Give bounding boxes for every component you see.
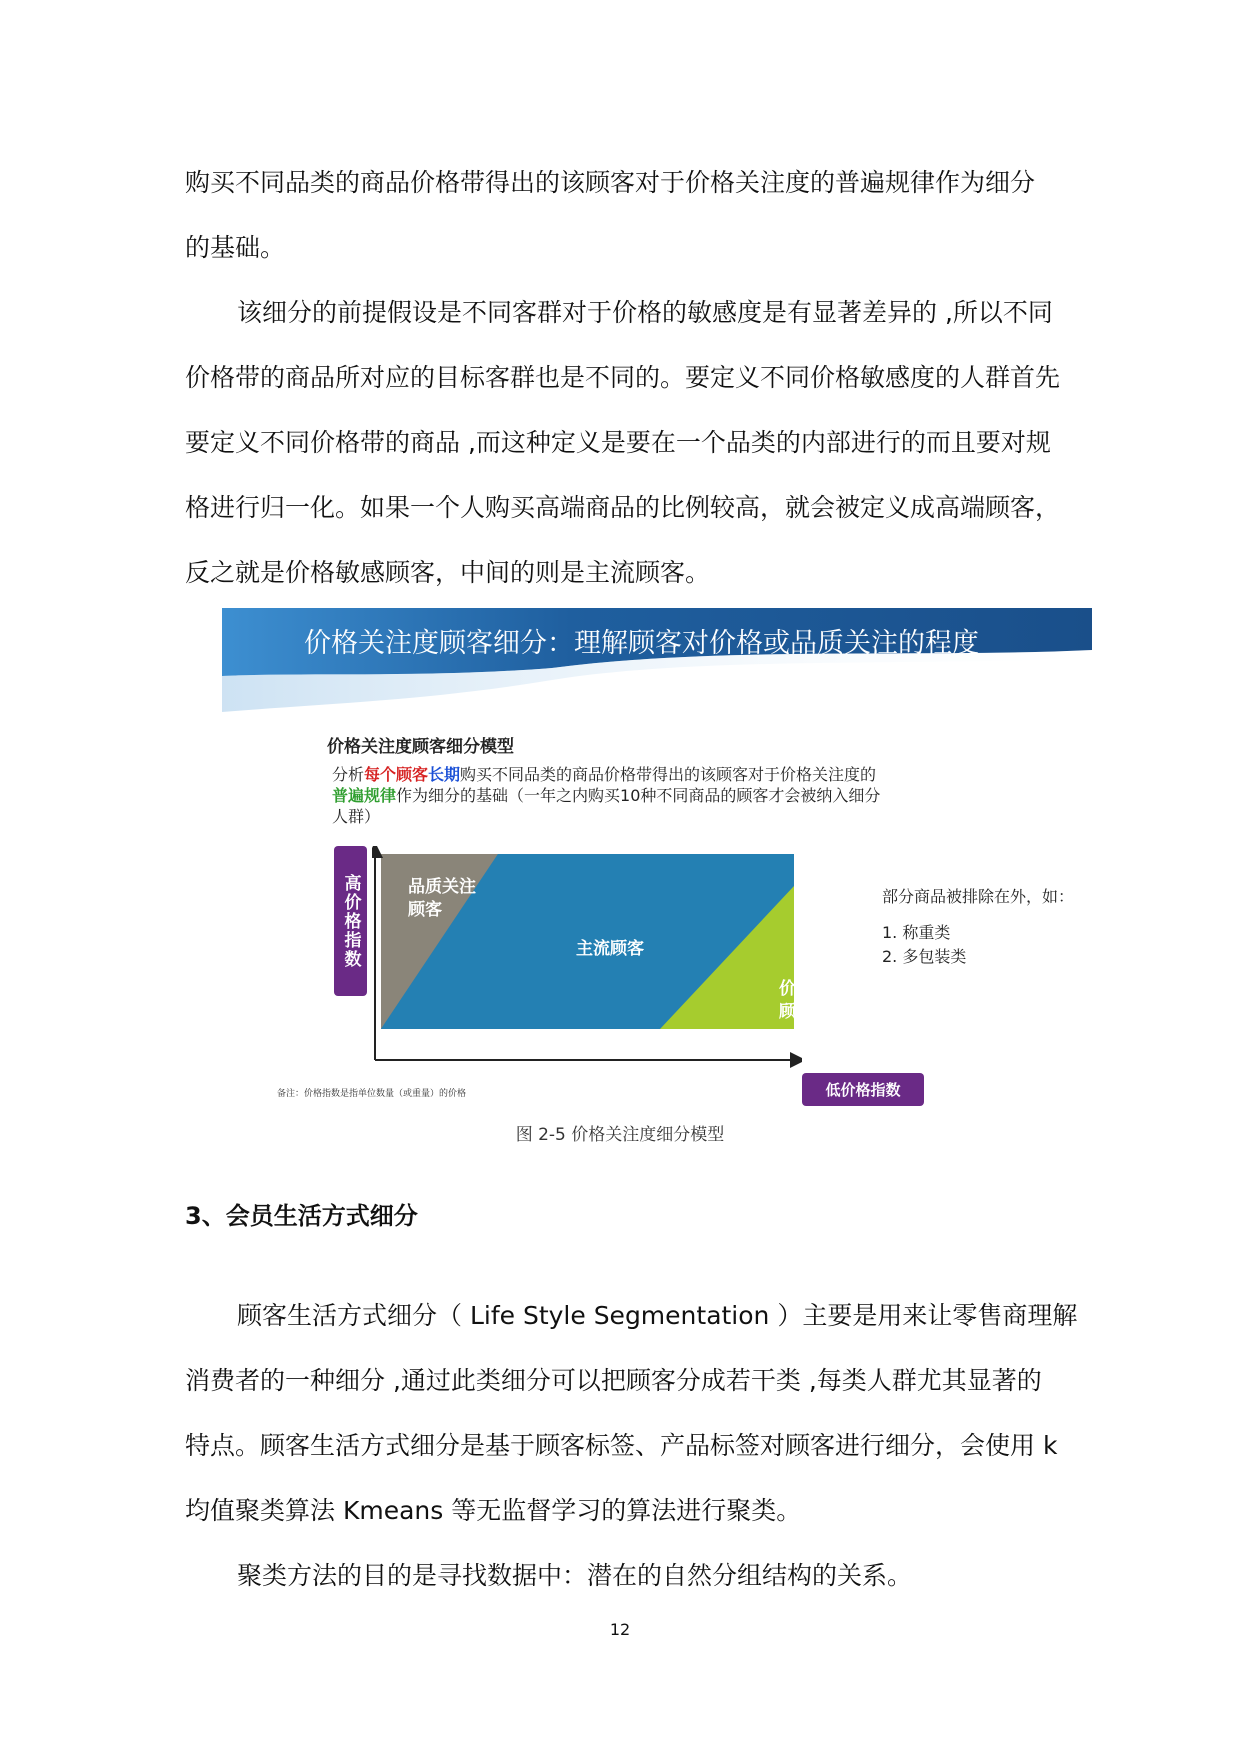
- banner-title: 价格关注度顾客细分：理解顾客对价格或品质关注的程度: [304, 628, 979, 659]
- text-line: 价格带的商品所对应的目标客群也是不同的。要定义不同价格敏感度的人群首先: [185, 363, 1061, 392]
- text-line: 反之就是价格敏感顾客，中间的则是主流顾客。: [185, 558, 711, 587]
- mainstream-region-label: 主流顾客: [576, 939, 644, 959]
- text-line: 要定义不同价格带的商品 ,而这种定义是要在一个品类的内部进行的而且要对规: [185, 428, 1051, 457]
- region-label-line: 品质关注: [408, 877, 476, 897]
- x-axis-label: 低价格指数: [802, 1073, 924, 1106]
- desc-text: 作为细分的基础（一年之内购买10种不同商品的顾客才会被纳入细分人群）: [332, 786, 881, 826]
- section-heading: 3、会员生活方式细分: [185, 1202, 418, 1230]
- text-line: 顾客生活方式细分（ Life Style Segmentation ）主要是用来让零售商理解: [237, 1301, 1078, 1330]
- paragraph-3: [185, 1283, 1078, 1543]
- text-line: 特点。顾客生活方式细分是基于顾客标签、产品标签对顾客进行细分，会使用 k: [185, 1431, 1058, 1460]
- model-title: 价格关注度顾客细分模型: [327, 737, 514, 757]
- figure-caption: 图 2-5 价格关注度细分模型: [515, 1125, 725, 1145]
- desc-highlight-red: 每个顾客: [364, 765, 429, 784]
- text-line: 均值聚类算法 Kmeans 等无监督学习的算法进行聚类。: [185, 1496, 802, 1525]
- price-attention-figure: [222, 608, 1092, 1113]
- model-description: [332, 764, 892, 827]
- paragraph-1: [185, 150, 1055, 280]
- page-number: 12: [609, 1620, 631, 1639]
- paragraph-2: [185, 280, 1061, 605]
- side-note-title: 部分商品被排除在外，如：: [882, 887, 1075, 906]
- text-line: 格进行归一化。如果一个人购买高端商品的比例较高，就会被定义成高端顾客，: [185, 493, 1061, 522]
- price-region-label: [779, 978, 847, 1024]
- side-note: [882, 886, 1074, 968]
- text-line: 消费者的一种细分 ,通过此类细分可以把顾客分成若干类 ,每类人群尤其显著的: [185, 1366, 1042, 1395]
- side-note-item: 2. 多包装类: [882, 947, 967, 966]
- region-label-line: 顾客: [779, 1002, 813, 1022]
- desc-highlight-blue: 长期: [428, 765, 461, 784]
- desc-text: 购买不同品类的商品价格带得出的该顾客对于价格关注度的: [460, 765, 877, 784]
- paragraph-4: [185, 1543, 1055, 1608]
- text-line: 购买不同品类的商品价格带得出的该顾客对于价格关注度的普遍规律作为细分: [185, 168, 1036, 197]
- text-line: 该细分的前提假设是不同客群对于价格的敏感度是有显著差异的 ,所以不同: [237, 298, 1053, 327]
- text-line: 的基础。: [185, 233, 286, 262]
- desc-text: 分析: [332, 765, 365, 784]
- text-line: 聚类方法的目的是寻找数据中：潜在的自然分组结构的关系。: [237, 1561, 913, 1590]
- y-axis-label: 高价格指数: [334, 846, 367, 996]
- region-label-line: 顾客: [408, 900, 442, 920]
- figure-note: 备注：价格指数是指单位数量（或重量）的价格: [277, 1089, 467, 1099]
- side-note-item: 1. 称重类: [882, 923, 951, 942]
- region-label-line: 价格关注: [779, 979, 847, 999]
- desc-highlight-green: 普遍规律: [332, 786, 397, 805]
- quality-region-label: [408, 876, 476, 922]
